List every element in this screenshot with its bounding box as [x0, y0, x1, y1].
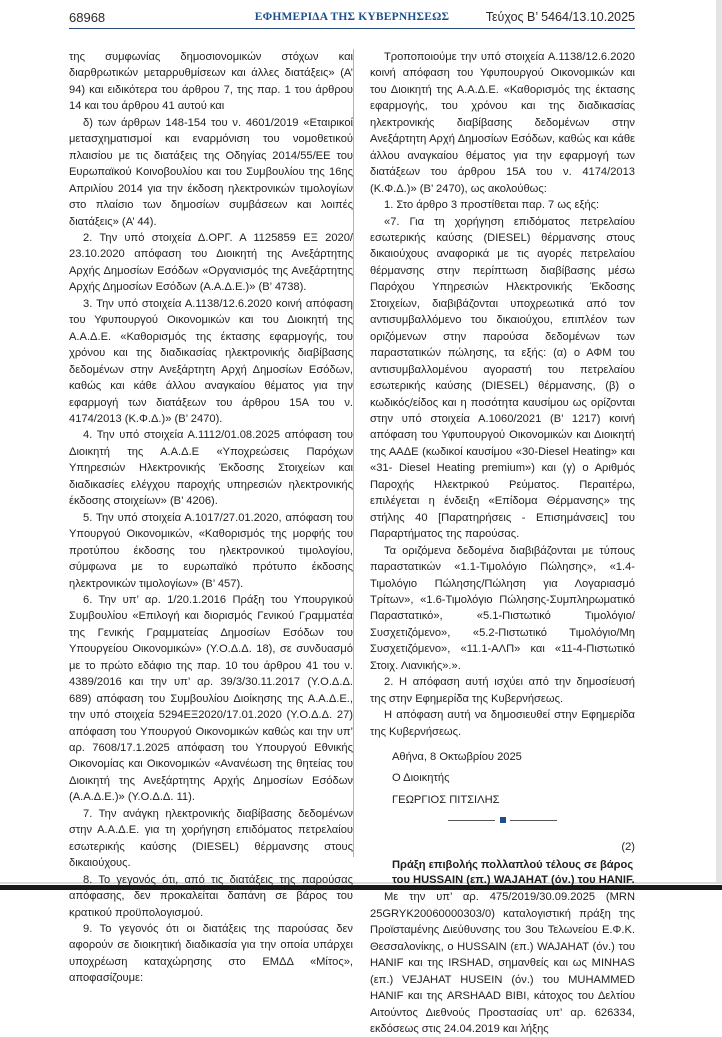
separator-square-icon [500, 817, 506, 823]
separator-line-right [510, 820, 557, 821]
page-number: 68968 [69, 10, 106, 25]
paragraph: «7. Για τη χορήγηση επιδόματος πετρελαίου εσωτερικής καύσης (DIESEL) θέρμανσης στους δικαιούχους αναφορικά με τις αγορές πετρελαίου θέρμανσης στην περίπτωση διαβίβασης μέσω Παρόχου Υπηρεσιών Ηλεκτρονικής Έκδοσης Στοιχείων, διαβιβάζονται υποχρεωτικά από τον αντισυμβαλλόμενο του δικαιούχου, επιπλέον των οριζόμενων στην παρούσα δεδομένων των παραστατικών πώλησης, τα εξής: (α) ο ΑΦΜ του αντισυμβαλλομένου αγοραστή του πετρελαίου εσωτερικής καύσης (DIESEL) θέρμανσης, (β) ο κωδικός/είδος και η ποσότητα καυσίμου ως ορίζονται στην υπό στοιχεία Α.1060/2021 (Β’ 1217) κοινή απόφαση του Υφυπουργού Οικονομικών και Διοικητή της ΑΑΔΕ (κωδικοί καυσίμου «30-Diesel Heating» και «31- Diesel Heating premium») και (γ) ο Αριθμός Παροχής Ηλεκτρικού Ρεύματος. Περαιτέρω, επιλέγεται η ένδειξη «Επίδομα Θέρμανσης» της στήλης 40 [Παρατηρήσεις - Επισημάνσεις] του Παραρτήματος της παρούσας. [370, 215, 635, 541]
paragraph: 5. Την υπό στοιχεία Α.1017/27.01.2020, απόφαση του Υπουργού Οικονομικών, «Καθορισμός της μορφής του προτύπου έκδοσης του ηλεκτρονικού τιμολογίου, σύμφωνα με το ευρωπαϊκό πρότυπο έκδοσης ηλεκτρονικών τιμολογίων» (Β’ 457). [69, 511, 353, 590]
paragraph: Με την υπ’ αρ. 475/2019/30.09.2025 (MRN 25GRYK20060000303/0) καταλογιστική πράξη της Προϊσταμένης Διεύθυνσης του 3ου Τελωνείου Ε.Φ.Κ. Θεσσαλονίκης, ο HUSSAIN (επ.) WAJAHAT (όν.) του HANIF και της IRSHAD, σημανθείς και ως MINHAS (επ.) VEJAHAT HUSEIN (όν.) του MUHAMMED HANIF και της ARSHAAD BIBI, κάτοχος του Δελτίου Αιτούντος Διεθνούς Προστασίας υπ’ αρ. 626334, εκδόσεως στις 24.04.2019 και λήξης [370, 891, 635, 1036]
paragraph: 1. Στο άρθρο 3 προστίθεται παρ. 7 ως εξής: [384, 199, 600, 212]
page-header [69, 8, 635, 29]
item-title: Πράξη επιβολής πολλαπλού τέλους σε βάρος του HUSSAIN (επ.) WAJAHAT (όν.) του HANIF. [392, 859, 635, 886]
section-separator [370, 813, 635, 829]
right-column [370, 49, 635, 1037]
signatory-role: Ο Διοικητής [392, 772, 450, 785]
paragraph: Τροποποιούμε την υπό στοιχεία Α.1138/12.6.2020 κοινή απόφαση του Υφυπουργού Οικονομικών και του Διοικητή της Α.Α.Δ.Ε. «Καθορισμός της έκτασης εφαρμογής, του χρόνου και της διαδικασίας ηλεκτρονικής διαβίβασης δεδομένων στην Ανεξάρτητη Αρχή Δημοσίων Εσόδων, καθώς και κάθε άλλου αναγκαίου θέματος για την εφαρμογή των διατάξεων του άρθρου 15Α του ν. 4174/2013 (Κ.Φ.Δ.)» (Β’ 2470), ως ακολούθως: [370, 51, 635, 195]
paragraph: δ) των άρθρων 148-154 του ν. 4601/2019 «Εταιρικοί μετασχηματισμοί και εναρμόνιση του νομοθετικού πλαισίου με τις διατάξεις της Οδηγίας 2014/55/ΕΕ του Ευρωπαϊκού Κοινοβουλίου και του Συμβουλίου της 16ης Απριλίου 2014 για την έκδοση ηλεκτρονικών τιμολογίων στο πλαίσιο των δημοσίων συμβάσεων και λοιπές διατάξεις» (Α’ 44). [69, 116, 353, 228]
paragraph: Η απόφαση αυτή να δημοσιευθεί στην Εφημερίδα της Κυβερνήσεως. [370, 709, 635, 738]
paragraph: 7. Την ανάγκη ηλεκτρονικής διαβίβασης δεδομένων στην Α.Α.Δ.Ε. για τη χορήγηση επιδόματος πετρελαίου εσωτερικής καύσης (DIESEL) θέρμανσης στους δικαιούχους. [69, 807, 353, 870]
paragraph: 2. Η απόφαση αυτή ισχύει από την δημοσίευσή της στην Εφημερίδα της Κυβερνήσεως. [370, 676, 635, 705]
signatory-name: ΓΕΩΡΓΙΟΣ ΠΙΤΣΙΛΗΣ [392, 793, 500, 806]
column-divider [353, 49, 354, 857]
paragraph: 6. Την υπ’ αρ. 1/20.1.2016 Πράξη του Υπουργικού Συμβουλίου «Επιλογή και διορισμός Γενικού Γραμματέα της Γενικής Γραμματείας Δημοσίων Εσόδων του Υπουργείου Οικονομικών» (Υ.Ο.Δ.Δ. 18), σε συνδυασμό με το πρώτο εδάφιο της παρ. 10 του άρθρου 41 του ν. 4389/2016 και την υπ’ αρ. 39/3/30.11.2017 (Υ.Ο.Δ.Δ. 689) απόφαση του Συμβουλίου Διοίκησης της Α.Α.Δ.Ε., την υπό στοιχεία 5294ΕΞ2020/17.01.2020 (Υ.Ο.Δ.Δ. 27) απόφαση του Υπουργού Οικονομικών καθώς και την υπ’ αρ. 7608/17.1.2025 απόφαση του Υπουργού Εθνικής Οικονομίας και Οικονομικών «Ανανέωση της θητείας του Διοικητή της Ανεξάρτητης Αρχής Δημοσίων Εσόδων (Α.Α.Δ.Ε.)» (Υ.Ο.Δ.Δ. 11). [69, 593, 353, 804]
paragraph: 9. Το γεγονός ότι οι διατάξεις της παρούσας δεν αφορούν σε διοικητική διαδικασία για την οποία υπάρχει υποχρέωση καταχώρησης στο ΕΜΔΔ «Μίτος», αποφασίζουμε: [69, 923, 353, 985]
paragraph: 4. Την υπό στοιχεία Α.1112/01.08.2025 απόφαση του Διοικητή της Α.Α.Δ.Ε «Υποχρεώσεις Παρόχων Υπηρεσιών Ηλεκτρονικής Έκδοσης Στοιχείων και διαδικασίες ελέγχου παροχής υπηρεσιών ηλεκτρονικής έκδοσης στοιχείων» (Β’ 4206). [69, 429, 353, 508]
separator-line-left [448, 820, 495, 821]
item-number: (2) [621, 841, 635, 854]
gazette-title: ΕΦΗΜΕΡΙΔΑ ΤΗΣ ΚΥΒΕΡΝΗΣΕΩΣ [254, 11, 450, 23]
paragraph: της συμφωνίας δημοσιονομικών στόχων και διαρθρωτικών μεταρρυθμίσεων και άλλες διατάξεις» (Α’ 94) και ειδικότερα του άρθρου 7, της παρ. 1 του άρθρου 14 και του άρθρου 41 αυτού και [69, 51, 353, 113]
paragraph: 3. Την υπό στοιχεία Α.1138/12.6.2020 κοινή απόφαση του Υφυπουργού Οικονομικών και του Διοικητή της Α.Α.Δ.Ε. «Καθορισμός της έκτασης εφαρμογής, του χρόνου και της διαδικασίας ηλεκτρονικής διαβίβασης δεδομένων στην Ανεξάρτητη Αρχή Δημοσίων Εσόδων, καθώς και κάθε άλλου αναγκαίου θέματος για την εφαρμογή των διατάξεων του άρθρου 15Α του ν. 4174/2013 (Κ.Φ.Δ.)» (Β’ 2470). [69, 297, 353, 425]
viewer-scroll-strip[interactable] [716, 0, 722, 884]
place-date: Αθήνα, 8 Οκτωβρίου 2025 [392, 751, 522, 764]
signature-block [392, 749, 635, 808]
paragraph: 2. Την υπό στοιχεία Δ.ΟΡΓ. Α 1125859 ΕΞ 2020/ 23.10.2020 απόφαση του Διοικητή της Ανεξάρτητης Αρχής Δημοσίων Εσόδων «Οργανισμός της Ανεξάρτητης Αρχής Δημοσίων Εσόδων (Α.Α.Δ.Ε.)» (Β’ 4738). [69, 231, 353, 294]
left-column [69, 49, 353, 987]
paragraph: Τα οριζόμενα δεδομένα διαβιβάζονται με τύπους παραστατικών «1.1-Τιμολόγιο Πώλησης», «1.4-Τιμολόγιο Πώλησης/Πώληση για Λογαριασμό Τρίτων», «1.6-Τιμολόγιο Πώλησης-Συμπληρωματικό Παραστατικό», «5.1-Πιστωτικό Τιμολόγιο/Συσχετιζόμενο», «5.2-Πιστωτικό Τιμολόγιο/Μη Συσχετιζόμενο», «11.1-ΑΛΠ» και «11-4-Πιστωτικό Στοιχ. Λιανικής».». [370, 544, 635, 672]
issue-number: Τεύχος Β’ 5464/13.10.2025 [485, 10, 635, 24]
paragraph: 8. Το γεγονός ότι, από τις διατάξεις της παρούσας απόφασης, δεν προκαλείται δαπάνη σε βάρος του κρατικού προϋπολογισμού. [69, 873, 353, 919]
